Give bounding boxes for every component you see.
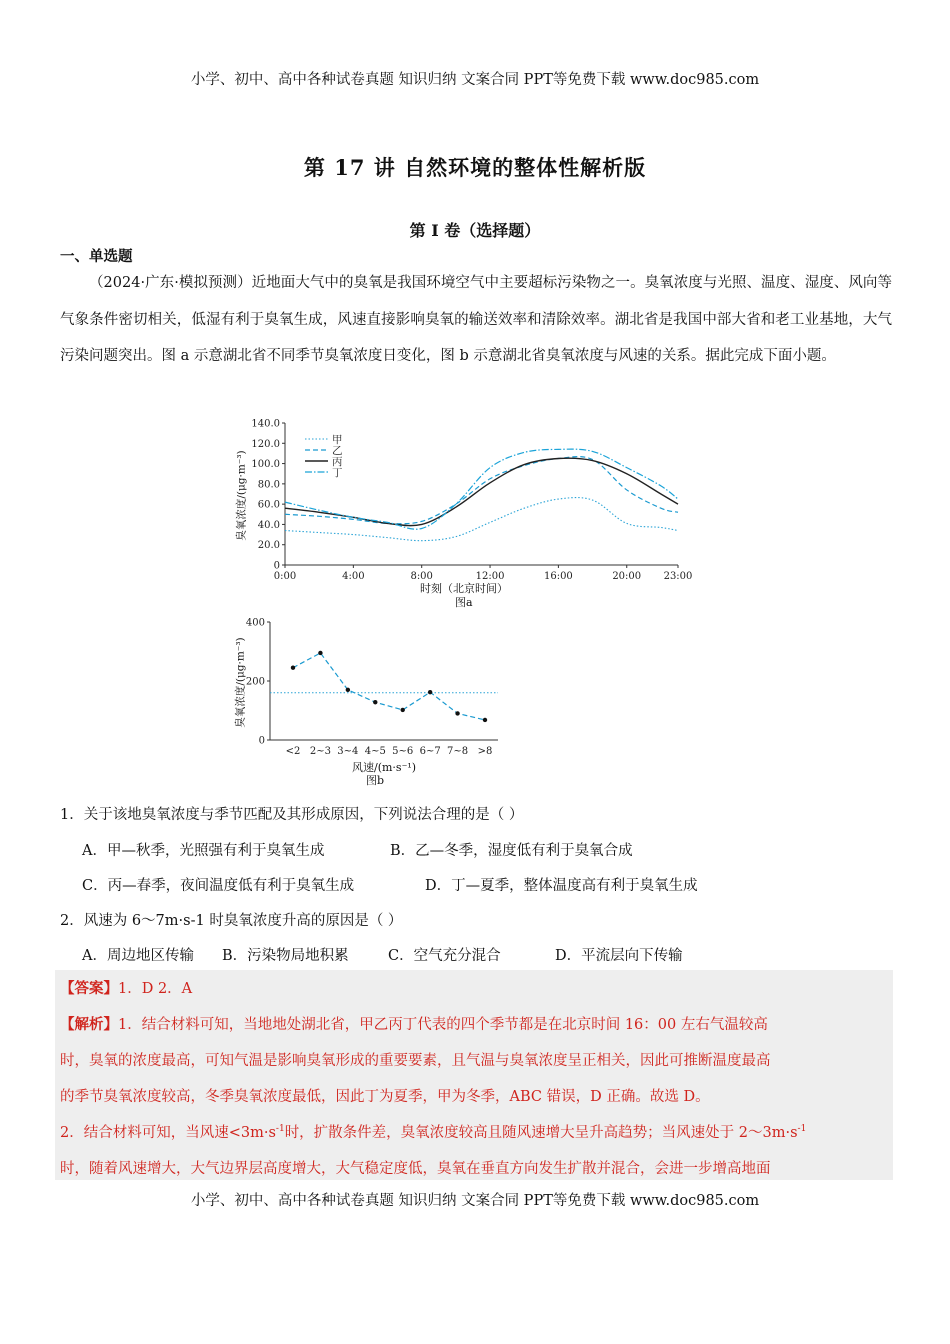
chart-a-xtick-label: 12:00 (475, 571, 505, 582)
chart-b-xtick-label: <2 (285, 746, 301, 757)
chart-a-xtick-label: 4:00 (342, 571, 365, 582)
analysis-line-1: 【解析】1．结合材料可知，当地地处湖北省，甲乙丙丁代表的四个季节都是在北京时间 16：00 左右气温较高 (60, 1016, 768, 1033)
chart-a-ytick-label: 80.0 (257, 479, 280, 491)
chart-a-series-line (285, 457, 678, 524)
chart-a-ytick-label: 140.0 (251, 418, 280, 430)
analysis-line-3: 的季节臭氧浓度较高，冬季臭氧浓度最低，因此丁为夏季，甲为冬季，ABC 错误，D 正确。故选 D。 (60, 1089, 710, 1105)
chart-b-xlabel: 风速/(m·s⁻¹) (352, 761, 417, 774)
chart-a-xtick-label: 16:00 (543, 571, 573, 582)
chart-a-legend-label: 甲 (332, 434, 343, 446)
chart-b-xtick-label: >8 (477, 746, 493, 757)
chart-b-ytick-label: 0 (258, 735, 265, 747)
chart-a-legend-label: 乙 (332, 445, 343, 457)
section-heading: 一、单选题 (60, 248, 133, 265)
chart-b-xtick-label: 7~8 (447, 746, 469, 757)
chart-b-ytick-label: 200 (245, 676, 265, 688)
chart-a-ytick-label: 20.0 (257, 540, 280, 552)
chart-b-point (318, 651, 322, 655)
chart-b-ytick-label: 400 (245, 617, 265, 629)
chart-a-legend-label: 丁 (332, 467, 343, 479)
chart-a-ytick-label: 120.0 (251, 438, 280, 450)
chart-a-xtick-label: 23:00 (663, 571, 693, 582)
answer-line: 【答案】1．D 2．A (60, 980, 193, 997)
analysis-line-5: 时，随着风速增大，大气边界层高度增大，大气稳定度低，臭氧在垂直方向发生扩散并混合，会进一步增高地面 (60, 1161, 771, 1177)
q1-option-c: C．丙—春季，夜间温度低有利于臭氧生成 (82, 878, 355, 894)
q2-option-a: A．周边地区传输 (82, 948, 194, 964)
chart-b-ylabel: 臭氧浓度/(μg·m⁻³) (234, 637, 247, 728)
answer-panel (55, 970, 893, 1180)
chart-b-xtick-label: 5~6 (392, 746, 414, 757)
chart-a-ytick-label: 40.0 (257, 519, 280, 531)
chart-b-xtick-label: 4~5 (364, 746, 386, 757)
volume-heading: 第 I 卷（选择题） (409, 221, 541, 240)
q1-option-d: D．丁—夏季，整体温度高有利于臭氧生成 (425, 878, 698, 894)
chart-b-point (373, 700, 377, 704)
chart-a-xtick-label: 8:00 (410, 571, 433, 582)
q2-option-c: C．空气充分混合 (388, 948, 501, 964)
chart-b-title: 图b (366, 774, 385, 787)
chart-a-xtick-label: 20:00 (612, 571, 642, 582)
chart-b-point (455, 711, 459, 715)
passage: （2024·广东·模拟预测）近地面大气中的臭氧是我国环境空气中主要超标污染物之一。臭氧浓度与光照、温度、湿度、风向等气象条件密切相关，低湿有利于臭氧生成，风速直接影响臭氧的输送效率和清除效率。湖北省是我国中部大省和老工业基地，大气污染问题突出。图 a 示意湖北省不同季节臭氧浓度日变化，图 b 示意湖北省臭氧浓度与风速的关系。据此完成下面小题。 (60, 275, 892, 364)
q1-option-b: B．乙—冬季，湿度低有利于臭氧合成 (390, 843, 633, 859)
chart-a-xlabel: 时刻（北京时间） (420, 582, 508, 595)
chart-b-series-line (293, 653, 485, 720)
chart-b-point (346, 688, 350, 692)
chart-b-xtick-label: 3~4 (337, 746, 359, 757)
chart-b-point (483, 718, 487, 722)
q2-option-d: D．平流层向下传输 (555, 948, 683, 964)
chart-b-point (401, 708, 405, 712)
q2-option-b: B．污染物局地积累 (222, 948, 349, 964)
q1-option-a: A．甲—秋季，光照强有利于臭氧生成 (82, 843, 325, 859)
chart-a-ytick-label: 0 (273, 560, 280, 572)
question-1: 1．关于该地臭氧浓度与季节匹配及其形成原因，下列说法合理的是（ ） (60, 807, 524, 823)
chart-b-point (291, 666, 295, 670)
chart-b-xtick-label: 6~7 (419, 746, 441, 757)
chart-a-ylabel: 臭氧浓度/(μg·m⁻³) (235, 450, 248, 541)
analysis-line-4: 2．结合材料可知，当风速$<3m\cdot s^{-1}$时，扩散条件差，臭氧浓度较高且随风速增大呈升高趋势；当风速处于 $2\sim 3m\cdot s^{-1}$ (60, 1124, 807, 1141)
chart-a-series-line (285, 498, 678, 541)
page-footer: 小学、初中、高中各种试卷真题 知识归纳 文案合同 PPT等免费下载 www.doc985.com (190, 1193, 760, 1209)
question-2: 2．风速为 6～7m·s-1 时臭氧浓度升高的原因是（ ） (60, 913, 403, 929)
chart-b-xtick-label: 2~3 (309, 746, 331, 757)
chart-a-xtick-label: 0:00 (273, 571, 297, 582)
chart-b-point (428, 690, 432, 694)
chart-a-title: 图a (455, 596, 473, 609)
chart-a-legend-label: 丙 (332, 456, 343, 468)
chart-b (230, 612, 520, 762)
page-header: 小学、初中、高中各种试卷真题 知识归纳 文案合同 PPT等免费下载 www.doc985.com (190, 72, 760, 88)
analysis-line-2: 时，臭氧的浓度最高，可知气温是影响臭氧形成的重要要素，且气温与臭氧浓度呈正相关，因此可推断温度最高 (60, 1053, 771, 1069)
chart-a-ytick-label: 60.0 (257, 499, 280, 511)
chart-a-ytick-label: 100.0 (251, 459, 280, 471)
page-title: 第 17 讲 自然环境的整体性解析版 (303, 155, 647, 180)
